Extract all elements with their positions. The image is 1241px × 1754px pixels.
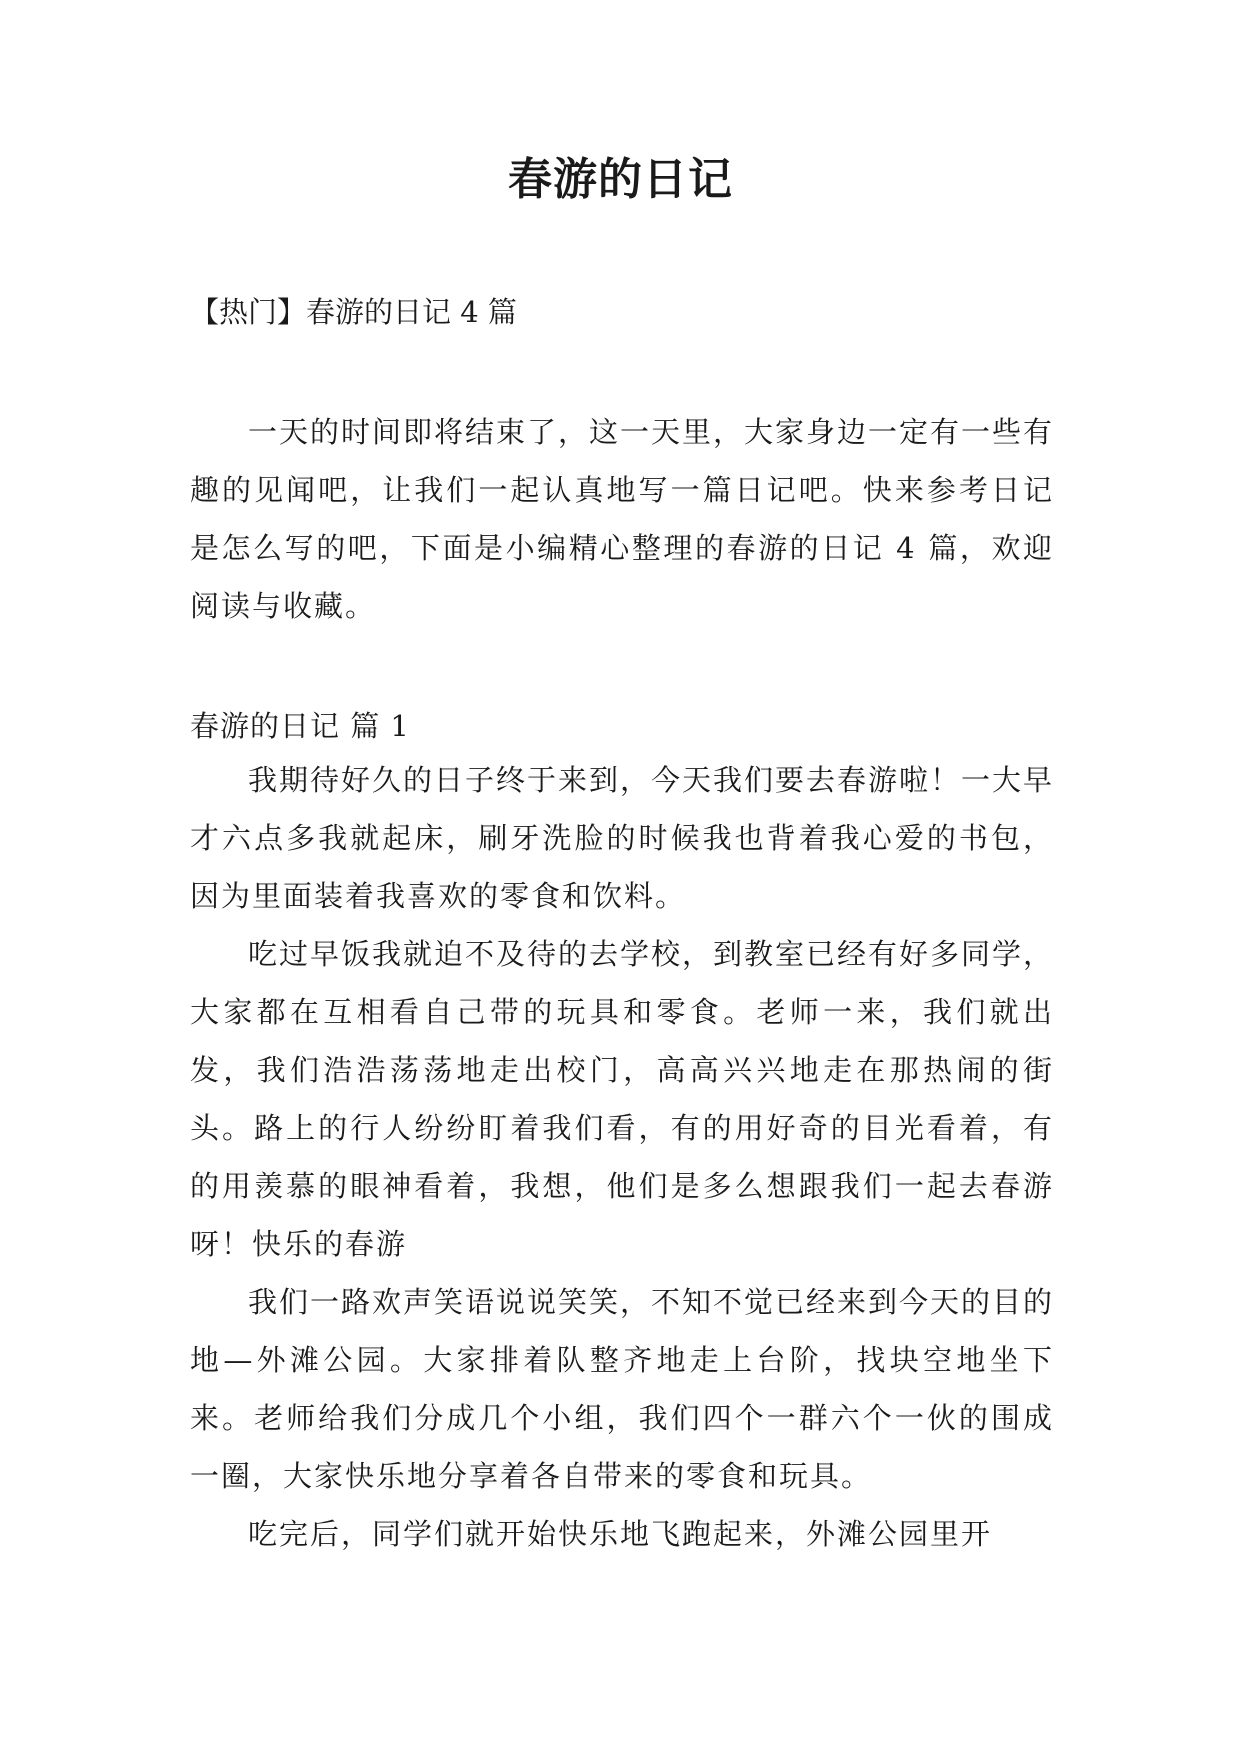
paragraph-3: 我们一路欢声笑语说说笑笑，不知不觉已经来到今天的目的地—外滩公园。大家排着队整齐地走上台阶，找块空地坐下来。老师给我们分成几个小组，我们四个一群六个一伙的围成一圈，大家快乐地分享着各自带来的零食和玩具。 bbox=[190, 1285, 1055, 1493]
document-subtitle: 【热门】春游的日记 4 篇 bbox=[190, 295, 517, 329]
paragraph-1: 我期待好久的日子终于来到，今天我们要去春游啦！一大早才六点多我就起床，刷牙洗脸的时候我也背着我心爱的书包，因为里面装着我喜欢的零食和饮料。 bbox=[190, 763, 1055, 913]
paragraph-2: 吃过早饭我就迫不及待的去学校，到教室已经有好多同学，大家都在互相看自己带的玩具和零食。老师一来，我们就出发，我们浩浩荡荡地走出校门，高高兴兴地走在那热闹的街头。路上的行人纷纷盯着我们看，有的用好奇的目光看着，有的用羡慕的眼神看着，我想，他们是多么想跟我们一起去春游呀！快乐的春游 bbox=[190, 937, 1055, 1261]
section-heading: 春游的日记 篇 1 bbox=[190, 709, 410, 743]
diary-content bbox=[190, 751, 1054, 1563]
document-title: 春游的日记 bbox=[508, 154, 733, 205]
intro-section bbox=[190, 403, 1054, 635]
intro-paragraph: 一天的时间即将结束了，这一天里，大家身边一定有一些有趣的见闻吧，让我们一起认真地写一篇日记吧。快来参考日记是怎么写的吧，下面是小编精心整理的春游的日记 4 篇，欢迎阅读与收藏。 bbox=[190, 415, 1055, 623]
paragraph-4: 吃完后，同学们就开始快乐地飞跑起来，外滩公园里开 bbox=[248, 1517, 993, 1551]
